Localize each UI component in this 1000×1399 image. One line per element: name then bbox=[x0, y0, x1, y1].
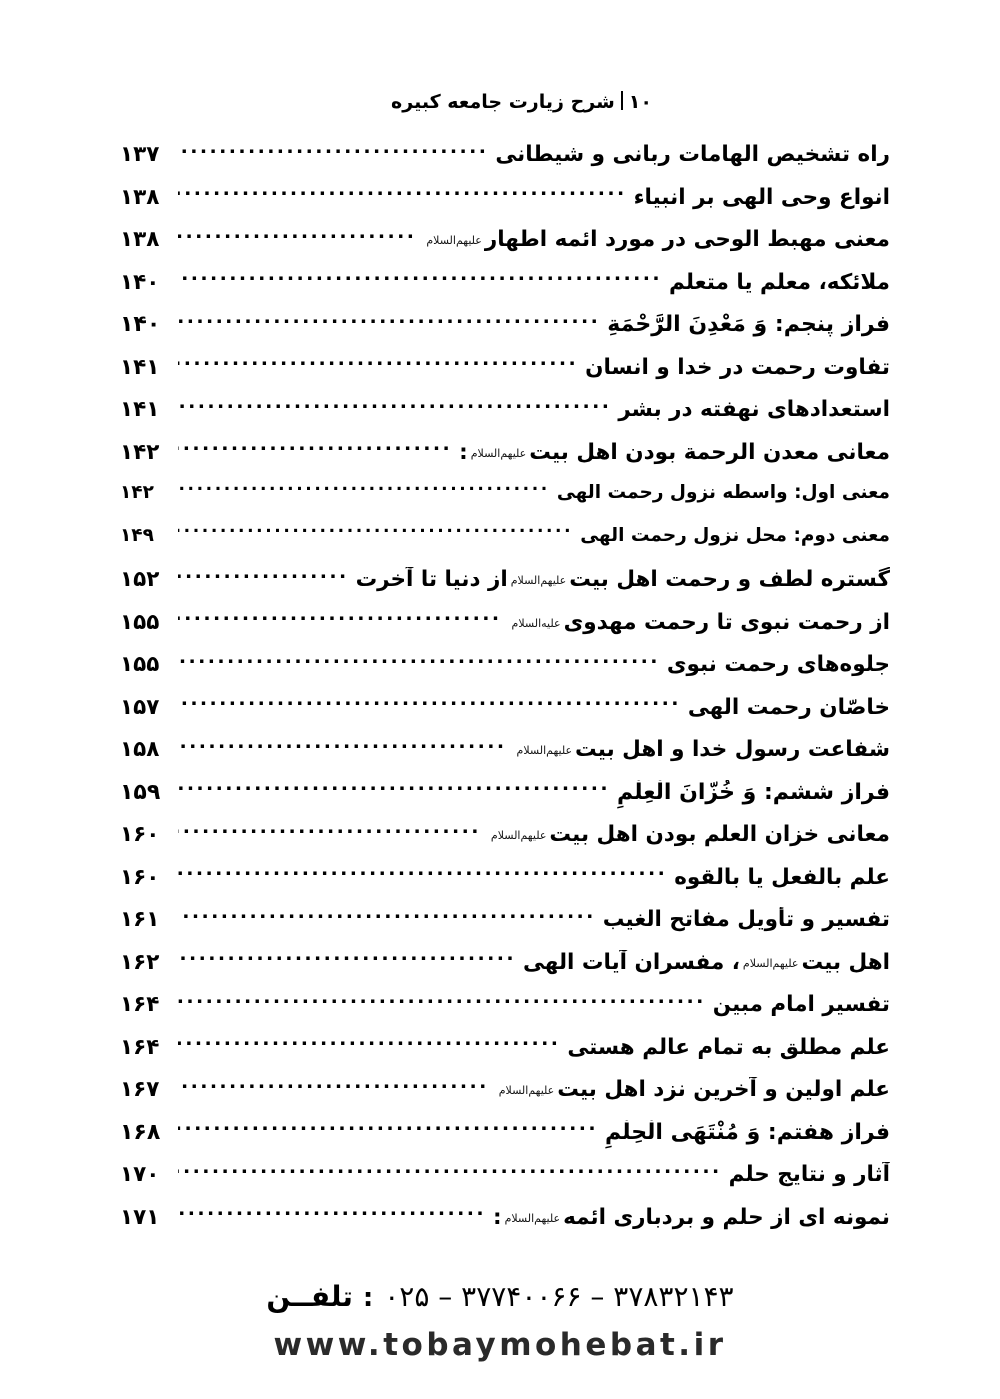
toc-entry[interactable] bbox=[120, 525, 890, 568]
toc-dot-leader bbox=[178, 783, 610, 799]
toc-entry[interactable] bbox=[120, 737, 890, 780]
toc-entry-page-number: ۱۴۲ bbox=[120, 482, 154, 503]
toc-entry-page-number: ۱۶۰ bbox=[120, 864, 160, 890]
toc-entry-title-text: تفسیر امام مبین bbox=[712, 992, 890, 1017]
phone-label: تلفــن bbox=[266, 1280, 353, 1313]
toc-entry-title bbox=[681, 696, 890, 720]
toc-dot-leader bbox=[178, 613, 502, 629]
toc-entry[interactable] bbox=[120, 822, 890, 865]
toc-entry-page-number: ۱۵۸ bbox=[120, 737, 160, 762]
toc-entry-title-text: علم مطلق به تمام عالم هستی bbox=[567, 1034, 890, 1060]
toc-entry-title-text: معنی دوم: محل نزول رحمت الهی bbox=[580, 524, 890, 546]
toc-dot-leader bbox=[178, 230, 416, 246]
toc-entry-page-number: ۱۵۹ bbox=[120, 779, 161, 805]
toc-dot-leader bbox=[178, 868, 667, 884]
toc-entry-title bbox=[611, 398, 890, 422]
toc-dot-leader bbox=[178, 1123, 598, 1139]
toc-dot-leader bbox=[178, 443, 452, 459]
toc-dot-leader bbox=[178, 740, 507, 756]
toc-entry-title-text: فراز ششم: وَ خُزّانَ الْعِلْمِ bbox=[617, 779, 890, 805]
toc-entry[interactable] bbox=[120, 482, 890, 525]
website-url[interactable]: www.tobaymohebat.ir bbox=[273, 1327, 727, 1363]
toc-entry-page-number: ۱۴۱ bbox=[120, 397, 160, 422]
toc-entry-title bbox=[667, 866, 890, 890]
toc-entry[interactable] bbox=[120, 1120, 890, 1163]
toc-dot-leader bbox=[178, 655, 660, 671]
toc-entry-page-number: ۱۶۸ bbox=[120, 1119, 161, 1145]
toc-dot-leader bbox=[178, 273, 662, 289]
toc-entry-page-number: ۱۳۸ bbox=[120, 184, 160, 210]
phone-numbers: ۰۲۵ – ۳۷۷۴۰۰۶۶ – ۳۷۸۳۲۱۴۳ bbox=[384, 1280, 734, 1313]
toc-entry[interactable] bbox=[120, 652, 890, 695]
toc-dot-leader bbox=[178, 953, 516, 969]
toc-entry-title bbox=[598, 1121, 890, 1145]
toc-entry[interactable] bbox=[120, 610, 890, 653]
toc-entry-title bbox=[722, 1163, 890, 1187]
toc-entry-title-suffix: از دنیا تا آخرت bbox=[355, 567, 508, 592]
toc-entry[interactable] bbox=[120, 227, 890, 270]
toc-entry-page-number: ۱۴۱ bbox=[120, 354, 160, 380]
toc-entry-title-text: جلوه‌های رحمت نبوی bbox=[666, 652, 890, 677]
toc-entry-title-text: فراز هفتم: وَ مُنْتَهَی الْحِلْمِ bbox=[605, 1119, 890, 1145]
toc-entry-title bbox=[660, 653, 890, 677]
toc-entry[interactable] bbox=[120, 865, 890, 908]
toc-entry-title bbox=[416, 228, 890, 252]
toc-dot-leader bbox=[178, 145, 488, 161]
toc-entry-page-number: ۱۶۱ bbox=[120, 907, 160, 932]
toc-entry-title bbox=[600, 313, 890, 337]
toc-entry-page-number: ۱۷۱ bbox=[120, 1204, 160, 1230]
toc-entry-title bbox=[596, 908, 890, 932]
toc-entry-title-suffix: ، مفسران آیات الهی bbox=[523, 949, 740, 975]
honorific-icon: علیهم‌السلام bbox=[510, 574, 567, 587]
toc-entry-title-text: انواع وحی الهی بر انبیاء bbox=[633, 184, 890, 210]
toc-entry-title-text: تفاوت رحمت در خدا و انسان bbox=[585, 354, 890, 380]
toc-entry-title bbox=[706, 993, 890, 1017]
toc-entry-title bbox=[560, 1036, 890, 1060]
toc-entry[interactable] bbox=[120, 142, 890, 185]
toc-entry[interactable] bbox=[120, 567, 890, 610]
toc-entry-title bbox=[627, 186, 890, 210]
toc-entry-page-number: ۱۶۴ bbox=[120, 992, 160, 1017]
toc-dot-leader bbox=[178, 910, 596, 926]
toc-entry-page-number: ۱۵۵ bbox=[120, 609, 160, 635]
toc-entry-title-text: گستره لطف و رحمت اهل بیت bbox=[569, 567, 890, 592]
toc-entry-title-text: علم اولین و آخرین نزد اهل بیت bbox=[557, 1077, 890, 1102]
toc-entry[interactable] bbox=[120, 1077, 890, 1120]
toc-entry-title bbox=[486, 1206, 890, 1230]
toc-entry-title-suffix: : bbox=[492, 1204, 502, 1230]
toc-entry[interactable] bbox=[120, 992, 890, 1035]
toc-entry-page-number: ۱۶۲ bbox=[120, 949, 160, 975]
honorific-icon: علیهم‌السلام bbox=[426, 234, 482, 247]
toc-entry-title-text: فراز پنجم: وَ مَعْدِنَ الرَّحْمَةِ bbox=[607, 312, 890, 337]
toc-entry-page-number: ۱۵۲ bbox=[120, 567, 160, 592]
toc-entry[interactable] bbox=[120, 355, 890, 398]
toc-entry-title-text: تفسیر و تأویل مفاتح الغیب bbox=[602, 907, 890, 932]
toc-dot-leader bbox=[178, 400, 611, 416]
toc-entry-title-text: معنی اول: واسطه نزول رحمت الهی bbox=[556, 482, 890, 503]
toc-entry-title-text: استعدادهای نهفته در بشر bbox=[618, 397, 890, 422]
toc-entry-page-number: ۱۷۰ bbox=[120, 1162, 160, 1187]
toc-entry[interactable] bbox=[120, 1035, 890, 1078]
toc-entry-title-text: معانی خزان العلم بودن اهل بیت bbox=[549, 822, 890, 847]
toc-dot-leader bbox=[178, 1208, 486, 1224]
honorific-icon: علیهم‌السلام bbox=[504, 1211, 561, 1225]
toc-entry-title bbox=[481, 823, 890, 847]
toc-entry-title bbox=[452, 441, 890, 465]
toc-dot-leader bbox=[178, 1080, 489, 1096]
toc-entry-title-text: راه تشخیص الهامات ربانی و شیطانی bbox=[495, 142, 890, 167]
toc-entry-title bbox=[502, 611, 890, 635]
toc-dot-leader bbox=[178, 570, 349, 586]
page-footer bbox=[0, 1280, 1000, 1363]
toc-entry-title-text: از رحمت نبوی تا رحمت مهدوی bbox=[563, 609, 890, 635]
toc-dot-leader bbox=[178, 358, 578, 374]
honorific-icon: علیهم‌السلام bbox=[742, 956, 799, 970]
toc-entry-title-text: شفاعت رسول خدا و اهل بیت bbox=[575, 737, 890, 762]
toc-entry[interactable] bbox=[120, 950, 890, 993]
toc-entry[interactable] bbox=[120, 695, 890, 738]
header-inner bbox=[391, 89, 657, 113]
honorific-icon: علیه‌السلام bbox=[511, 616, 561, 630]
toc-dot-leader bbox=[178, 315, 600, 331]
honorific-icon: علیهم‌السلام bbox=[470, 446, 527, 460]
toc-entry-title bbox=[349, 568, 890, 592]
toc-entry-title bbox=[573, 526, 890, 546]
contact-phone-line bbox=[266, 1280, 733, 1313]
toc-entry-title-text: آثار و نتایج حلم bbox=[728, 1162, 890, 1187]
toc-entry-title-text: معنی مهبط الوحی در مورد ائمه اطهار bbox=[484, 227, 890, 252]
toc-entry[interactable] bbox=[120, 907, 890, 950]
toc-entry-page-number: ۱۵۵ bbox=[120, 652, 160, 677]
toc-entry-page-number: ۱۵۷ bbox=[120, 694, 160, 720]
toc-entry-title bbox=[516, 951, 890, 975]
header-divider bbox=[621, 91, 623, 110]
toc-entry-title-suffix: : bbox=[459, 439, 468, 465]
toc-entry-page-number: ۱۳۷ bbox=[120, 142, 160, 167]
toc-dot-leader bbox=[178, 1165, 722, 1181]
toc-entry-title-text: اهل بیت bbox=[801, 949, 890, 975]
toc-dot-leader bbox=[178, 698, 681, 714]
toc-entry-page-number: ۱۳۸ bbox=[120, 227, 160, 252]
toc-entry-page-number: ۱۶۴ bbox=[120, 1034, 160, 1060]
toc-entry-title-text: ملائکه، معلم یا متعلم bbox=[669, 269, 890, 295]
toc-entry[interactable] bbox=[120, 780, 890, 823]
toc-entry[interactable] bbox=[120, 1162, 890, 1205]
toc-entry-title-text: خاصّان رحمت الهی bbox=[687, 694, 890, 720]
toc-dot-leader bbox=[178, 482, 550, 498]
toc-entry-page-number: ۱۴۹ bbox=[120, 524, 154, 546]
toc-entry-page-number: ۱۶۰ bbox=[120, 822, 160, 847]
toc-dot-leader bbox=[178, 825, 481, 841]
toc-entry-title bbox=[578, 356, 890, 380]
toc-dot-leader bbox=[178, 1038, 560, 1054]
toc-entry-title-text: معانی معدن الرحمة بودن اهل بیت bbox=[529, 439, 890, 465]
honorific-icon: علیهم‌السلام bbox=[498, 1084, 555, 1097]
toc-dot-leader bbox=[178, 995, 706, 1011]
toc-entry-page-number: ۱۴۰ bbox=[120, 269, 160, 295]
page-number: ۱۰ bbox=[628, 91, 652, 113]
toc-entry-title-text: نمونه ای از حلم و بردباری ائمه bbox=[563, 1204, 890, 1230]
toc-entry-title bbox=[488, 143, 890, 167]
toc-entry[interactable] bbox=[120, 185, 890, 228]
toc-entry[interactable] bbox=[120, 440, 890, 483]
toc-entry-title bbox=[489, 1078, 890, 1102]
toc-entry[interactable] bbox=[120, 397, 890, 440]
toc-entry-title bbox=[507, 738, 890, 762]
toc-entry[interactable] bbox=[120, 270, 890, 313]
page-header bbox=[100, 84, 900, 118]
table-of-contents bbox=[120, 142, 890, 1247]
toc-entry-title bbox=[610, 781, 890, 805]
toc-entry[interactable] bbox=[120, 312, 890, 355]
book-title: شرح زیارت جامعه کبیره bbox=[391, 91, 615, 113]
phone-colon: : bbox=[362, 1283, 375, 1313]
honorific-icon: علیهم‌السلام bbox=[490, 829, 547, 842]
toc-entry-page-number: ۱۶۷ bbox=[120, 1077, 160, 1102]
toc-entry-title bbox=[662, 271, 890, 295]
toc-entry[interactable] bbox=[120, 1205, 890, 1248]
toc-entry-page-number: ۱۴۲ bbox=[120, 439, 160, 465]
toc-entry-title-text: علم بالفعل یا بالقوه bbox=[674, 864, 890, 890]
toc-dot-leader bbox=[178, 525, 573, 541]
toc-dot-leader bbox=[178, 188, 627, 204]
toc-entry-page-number: ۱۴۰ bbox=[120, 312, 161, 337]
honorific-icon: علیهم‌السلام bbox=[516, 744, 573, 757]
toc-entry-title bbox=[550, 483, 890, 503]
